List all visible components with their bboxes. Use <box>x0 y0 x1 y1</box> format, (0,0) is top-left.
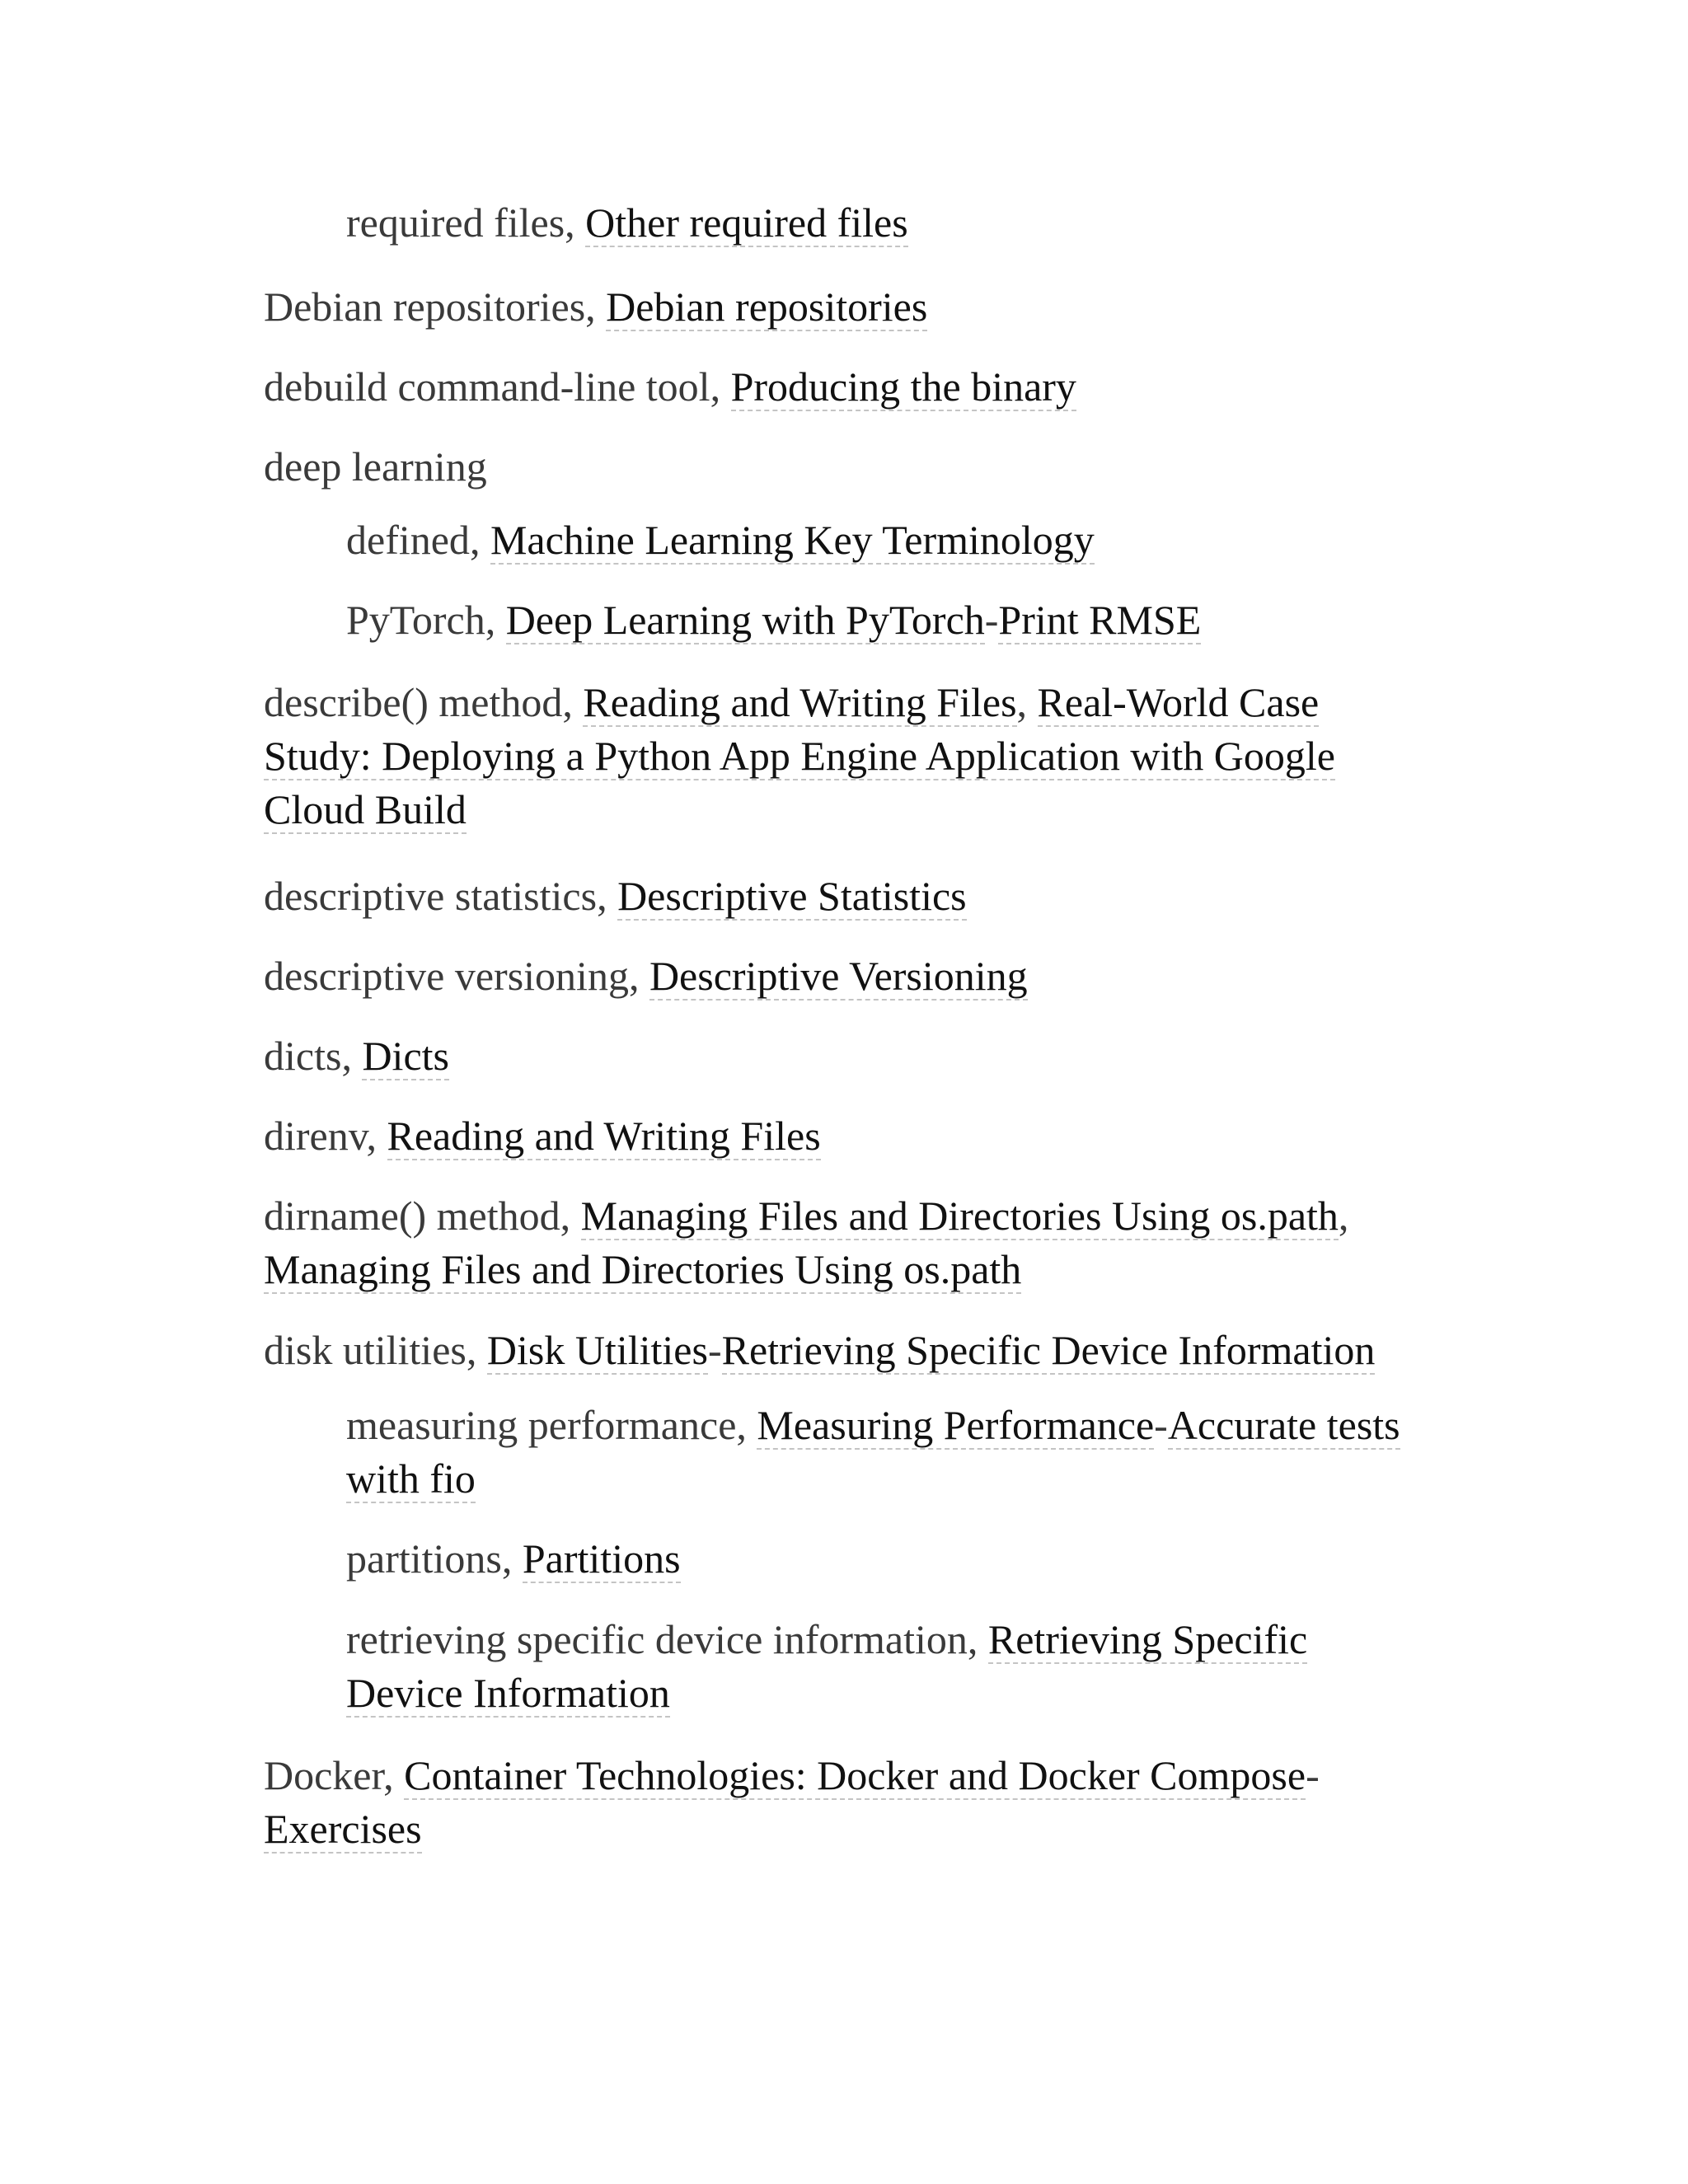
index-term: retrieving specific device information <box>346 1616 968 1662</box>
index-term: dirname() method <box>264 1193 560 1239</box>
index-entry-deep-learning <box>264 440 1401 494</box>
index-link[interactable]: Debian repositories <box>606 284 928 330</box>
comma-separator: , <box>585 284 607 330</box>
index-entry-measuring-performance <box>346 1399 1418 1506</box>
index-link[interactable]: Managing Files and Directories Using os.path <box>264 1246 1022 1292</box>
index-link[interactable]: Retrieving Specific Device Information <box>346 1616 1308 1716</box>
comma-separator: , <box>366 1113 387 1159</box>
index-term: partitions <box>346 1535 502 1582</box>
index-entry-partitions <box>346 1532 1418 1586</box>
index-link[interactable]: Partitions <box>522 1535 681 1582</box>
comma-separator: , <box>485 597 506 643</box>
index-link[interactable]: Retrieving Specific Device Information <box>721 1327 1376 1373</box>
index-link[interactable]: Container Technologies: Docker and Docker Compose <box>404 1752 1306 1798</box>
comma-separator: , <box>628 953 649 999</box>
comma-separator: , <box>967 1616 988 1662</box>
comma-separator: , <box>469 517 490 563</box>
comma-separator: , <box>501 1535 523 1582</box>
index-link[interactable]: Accurate tests with fio <box>346 1402 1400 1502</box>
index-link[interactable]: Reading and Writing Files <box>387 1113 821 1159</box>
index-entry-dicts <box>264 1029 1401 1083</box>
index-term: describe() method <box>264 679 563 725</box>
index-link[interactable]: Producing the binary <box>730 363 1076 410</box>
index-entry-defined <box>346 513 1418 567</box>
comma-separator: , <box>466 1327 487 1373</box>
index-link[interactable]: Managing Files and Directories Using os.path <box>580 1193 1339 1239</box>
index-term: descriptive versioning <box>264 953 629 999</box>
index-term: measuring performance <box>346 1402 737 1448</box>
index-term: disk utilities <box>264 1327 467 1373</box>
index-link[interactable]: Deep Learning with PyTorch <box>505 597 985 643</box>
index-link[interactable]: Measuring Performance <box>757 1402 1155 1448</box>
dash-separator: - <box>1306 1752 1320 1798</box>
index-entry-debuild <box>264 360 1401 414</box>
index-link[interactable]: Real-World Case Study: Deploying a Python App Engine Application with Google Cloud Build <box>264 679 1335 832</box>
index-link[interactable]: Exercises <box>264 1806 422 1852</box>
index-term: debuild command-line tool <box>264 363 710 410</box>
index-entry-required-files <box>346 196 1418 250</box>
comma-separator: , <box>383 1752 405 1798</box>
index-term: required files <box>346 199 565 246</box>
index-entry-dirname-method <box>264 1189 1401 1296</box>
comma-separator: , <box>565 199 586 246</box>
index-term: deep learning <box>264 443 487 490</box>
index-term: dicts <box>264 1033 342 1079</box>
index-term: descriptive statistics <box>264 873 598 919</box>
index-entry-debian-repositories <box>264 280 1401 334</box>
index-entry-describe-method <box>264 676 1401 837</box>
index-entry-direnv <box>264 1109 1401 1163</box>
comma-separator: , <box>1016 679 1038 725</box>
comma-separator: , <box>341 1033 363 1079</box>
index-term: Debian repositories <box>264 284 586 330</box>
index-link[interactable]: Disk Utilities <box>486 1327 708 1373</box>
dash-separator: - <box>707 1327 722 1373</box>
index-link[interactable]: Dicts <box>362 1033 449 1079</box>
index-link[interactable]: Descriptive Statistics <box>617 873 967 919</box>
index-link[interactable]: Machine Learning Key Terminology <box>490 517 1095 563</box>
index-term: Docker <box>264 1752 384 1798</box>
comma-separator: , <box>597 873 618 919</box>
index-entry-docker <box>264 1749 1401 1856</box>
index-link[interactable]: Other required files <box>585 199 908 246</box>
comma-separator: , <box>1338 1193 1349 1239</box>
comma-separator: , <box>562 679 584 725</box>
index-term: PyTorch <box>346 597 485 643</box>
index-link[interactable]: Descriptive Versioning <box>649 953 1028 999</box>
index-entry-descriptive-statistics <box>264 869 1401 923</box>
dash-separator: - <box>984 597 999 643</box>
index-entry-descriptive-versioning <box>264 949 1401 1003</box>
index-entry-disk-utilities <box>264 1324 1401 1377</box>
dash-separator: - <box>1154 1402 1168 1448</box>
index-entry-retrieving-device-info <box>346 1613 1418 1720</box>
index-link[interactable]: Print RMSE <box>998 597 1202 643</box>
index-link[interactable]: Reading and Writing Files <box>583 679 1017 725</box>
index-entry-pytorch <box>346 593 1418 647</box>
index-term: direnv <box>264 1113 367 1159</box>
comma-separator: , <box>560 1193 581 1239</box>
comma-separator: , <box>710 363 731 410</box>
comma-separator: , <box>736 1402 757 1448</box>
index-term: defined <box>346 517 470 563</box>
